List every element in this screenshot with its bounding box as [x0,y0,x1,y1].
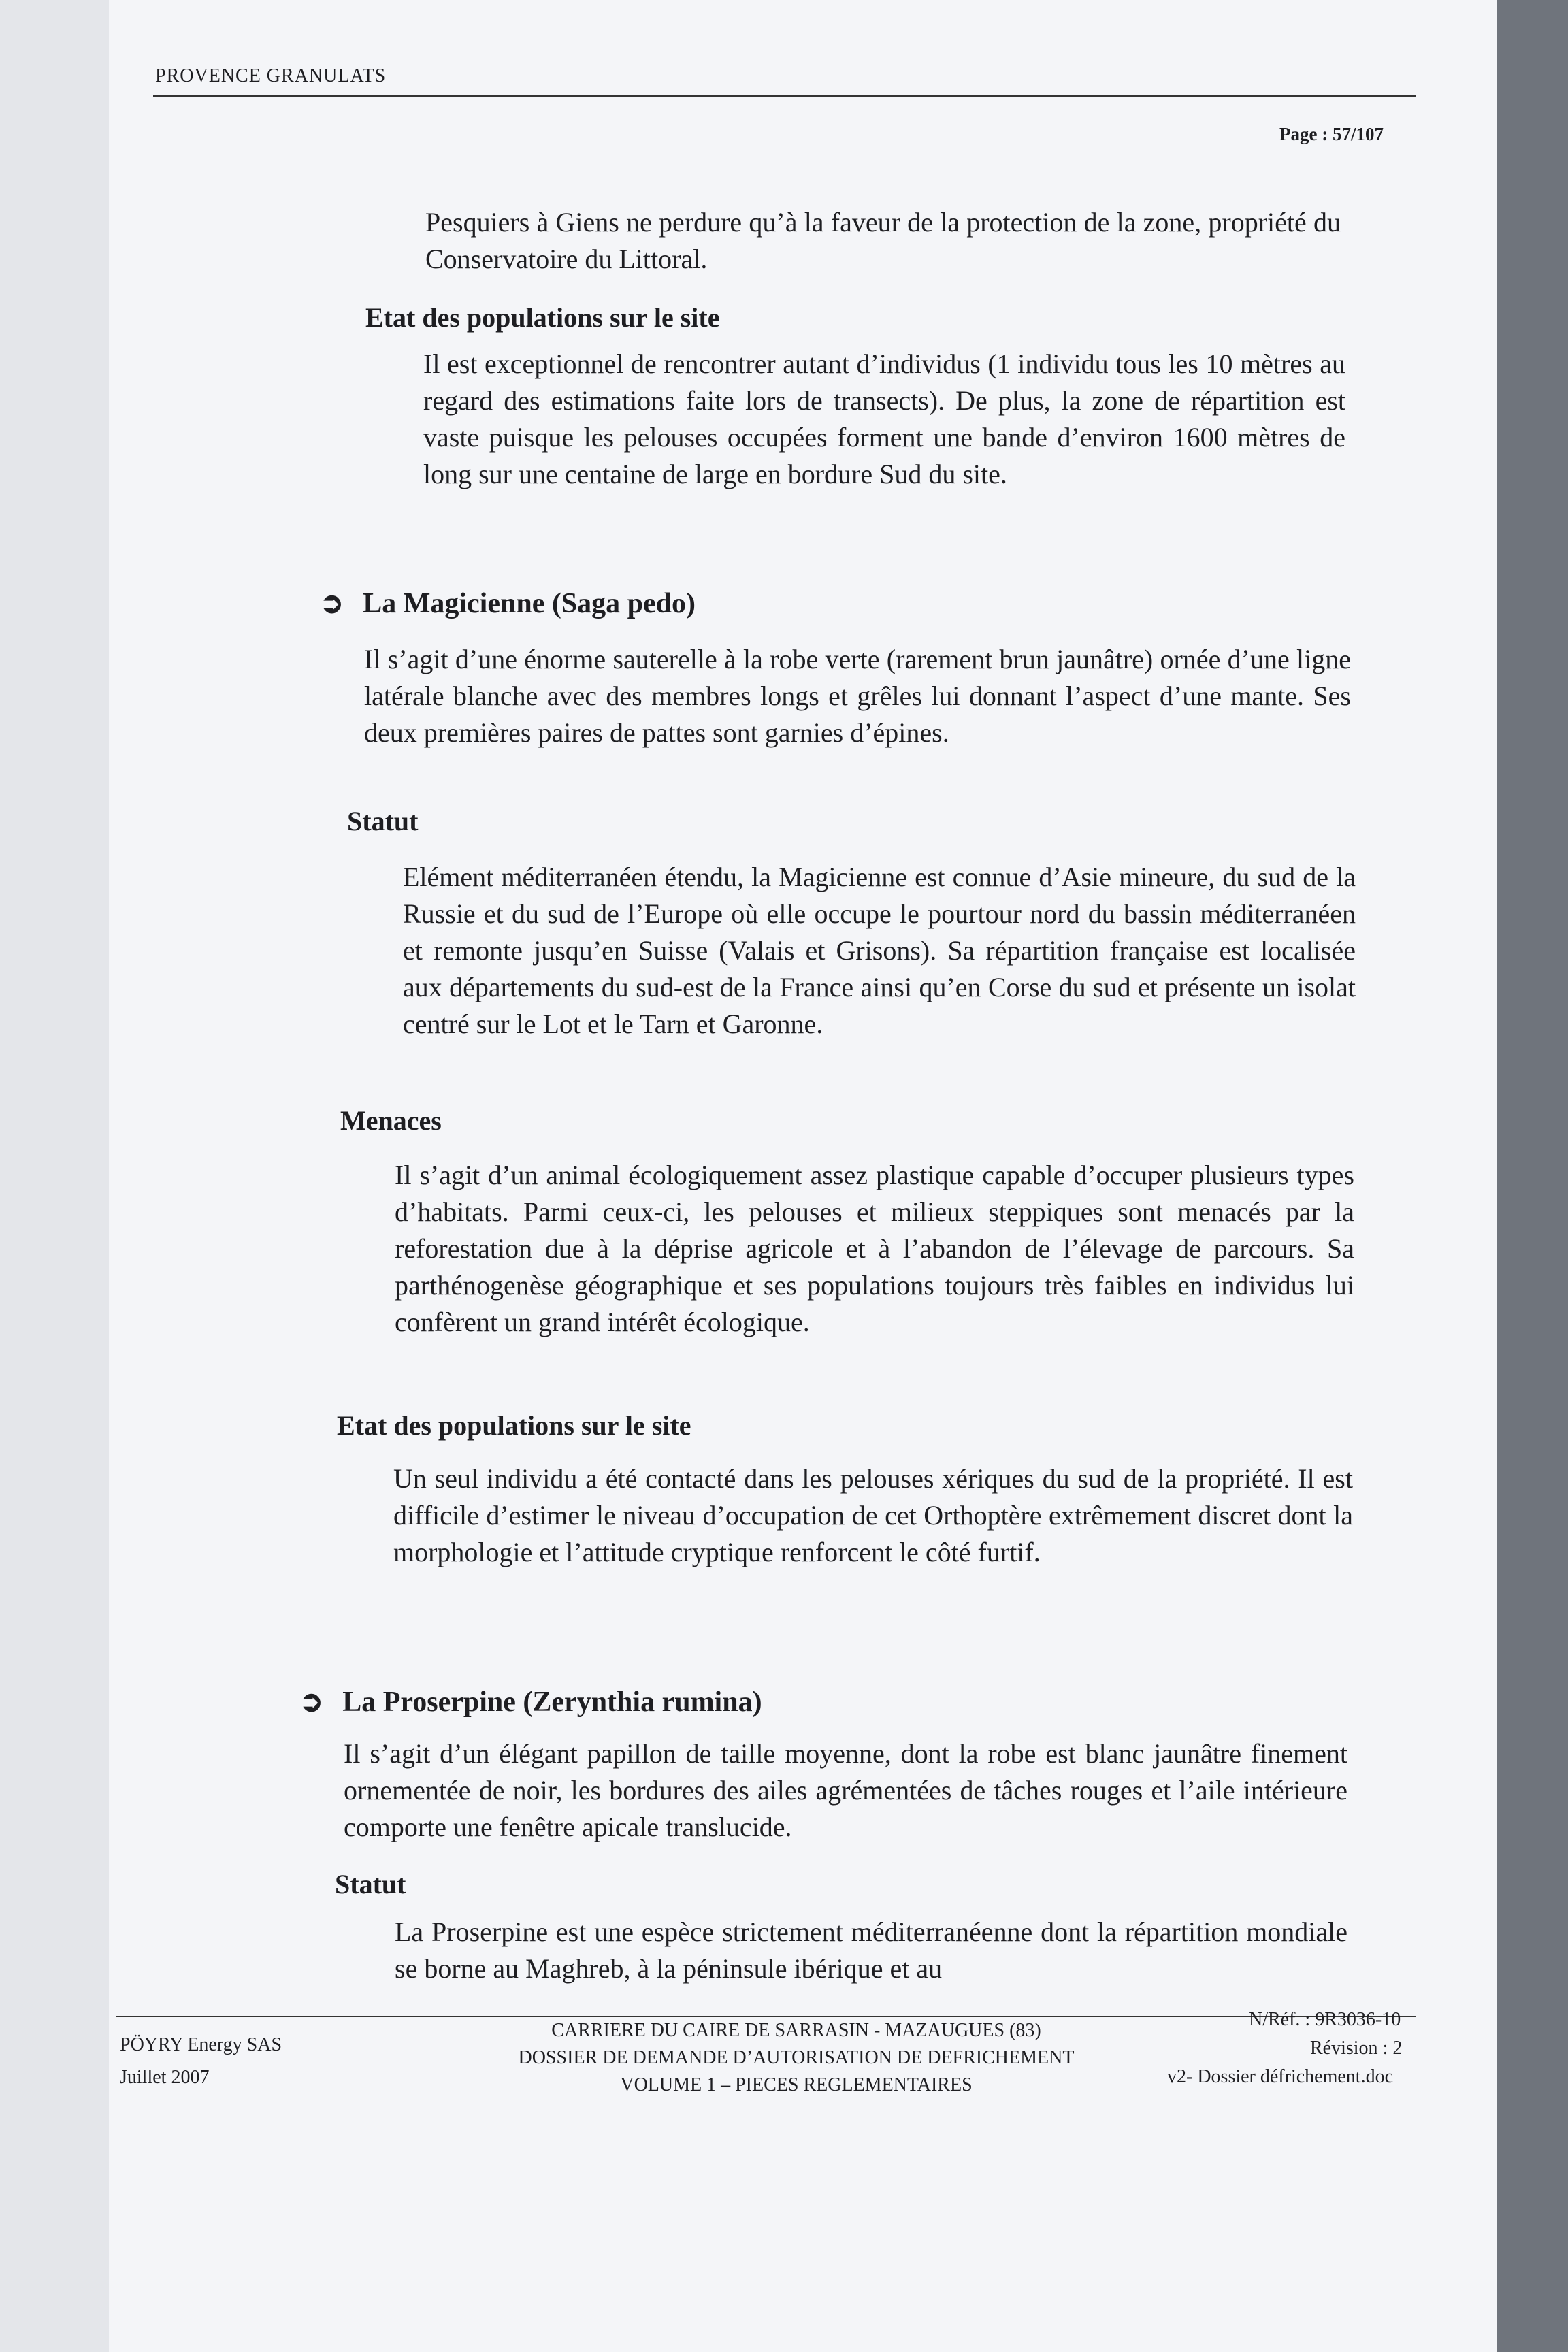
species-heading-magicienne [320,585,696,622]
footer-dossier: DOSSIER DE DEMANDE D’AUTORISATION DE DEFRICHEMENT [518,2047,1075,2068]
magicienne-statut-text: Elément méditerranéen étendu, la Magicienne est connue d’Asie mineure, du sud de la Russie et du sud de l’Europe où elle occupe le pourtour nord du bassin méditerranéen et remonte jusqu’en Suisse (Valais et Grisons). Sa répartition française est localisée aux départements du sud-est de la France ainsi qu’en Corse du sud et présente un isolat centré sur le Lot et le Tarn et Garonne. [403,862,1356,1039]
magicienne-menaces-text: Il s’agit d’un animal écologiquement assez plastique capable d’occuper plusieurs types d’habitats. Parmi ceux-ci, les pelouses et milieux steppiques sont menacés par la reforestation due à la déprise agricole et à l’abandon de l’élevage de parcours. Sa parthénogenèse géographique et ses populations toujours très faibles en individus lui confèrent un grand intérêt écologique. [395,1160,1354,1337]
species-title: La Proserpine (Zerynthia rumina) [342,1686,762,1718]
proserpine-description: Il s’agit d’un élégant papillon de taille moyenne, dont la robe est blanc jaunâtre finement ornementée de noir, les bordures des ailes agrémentées de tâches rouges et l’aile intérieure comporte une fenêtre apicale translucide. [344,1738,1348,1842]
page-number: Page : 57/107 [1279,124,1384,144]
footer-project: CARRIERE DU CAIRE DE SARRASIN - MAZAUGUES (83) [551,2020,1041,2041]
magicienne-description: Il s’agit d’une énorme sauterelle à la robe verte (rarement brun jaunâtre) ornée d’une ligne latérale blanche avec des membres longs et grêles lui donnant l’aspect d’une mante. Ses deux premières paires de pattes sont garnies d’épines. [364,644,1351,748]
header-company: PROVENCE GRANULATS [155,65,387,86]
proserpine-statut-heading: Statut [335,1869,406,1899]
footer-date: Juillet 2007 [120,2067,210,2088]
magicienne-menaces-heading: Menaces [340,1105,442,1136]
desk-background [1486,0,1568,2352]
magicienne-statut-heading: Statut [347,806,419,836]
species-title: La Magicienne (Saga pedo) [363,588,696,619]
footer-company: PÖYRY Energy SAS [120,2034,282,2055]
intro-paragraph: Pesquiers à Giens ne perdure qu’à la faveur de la protection de la zone, propriété du Conservatoire du Littoral. [425,207,1341,274]
arrow-icon: ➲ [299,1686,324,1718]
species-heading-proserpine [299,1684,762,1720]
magicienne-etat-heading: Etat des populations sur le site [337,1410,691,1441]
proserpine-statut-text: La Proserpine est une espèce strictement méditerranéenne dont la répartition mondiale se borne au Maghreb, à la péninsule ibérique et au [395,1916,1348,1984]
intro-status-text: Il est exceptionnel de rencontrer autant d’individus (1 individu tous les 10 mètres au regard des estimations faite lors de transects). De plus, la zone de répartition est vaste puisque les pelouses occupées forment une bande d’environ 1600 mètres de long sur une centaine de large en bordure Sud du site. [423,348,1345,489]
intro-status-heading: Etat des populations sur le site [365,302,720,333]
footer-filename: v2- Dossier défrichement.doc [1167,2066,1393,2087]
footer-reference: N/Réf. : 9R3036-10 [1249,2009,1401,2030]
arrow-icon: ➲ [320,588,344,619]
footer-volume: VOLUME 1 – PIECES REGLEMENTAIRES [620,2074,973,2095]
footer-revision: Révision : 2 [1310,2038,1403,2059]
magicienne-etat-text: Un seul individu a été contacté dans les pelouses xériques du sud de la propriété. Il est difficile d’estimer le niveau d’occupation de cet Orthoptère extrêmement discret dont la morphologie et l’attitude cryptique renforcent le côté furtif. [393,1463,1353,1567]
